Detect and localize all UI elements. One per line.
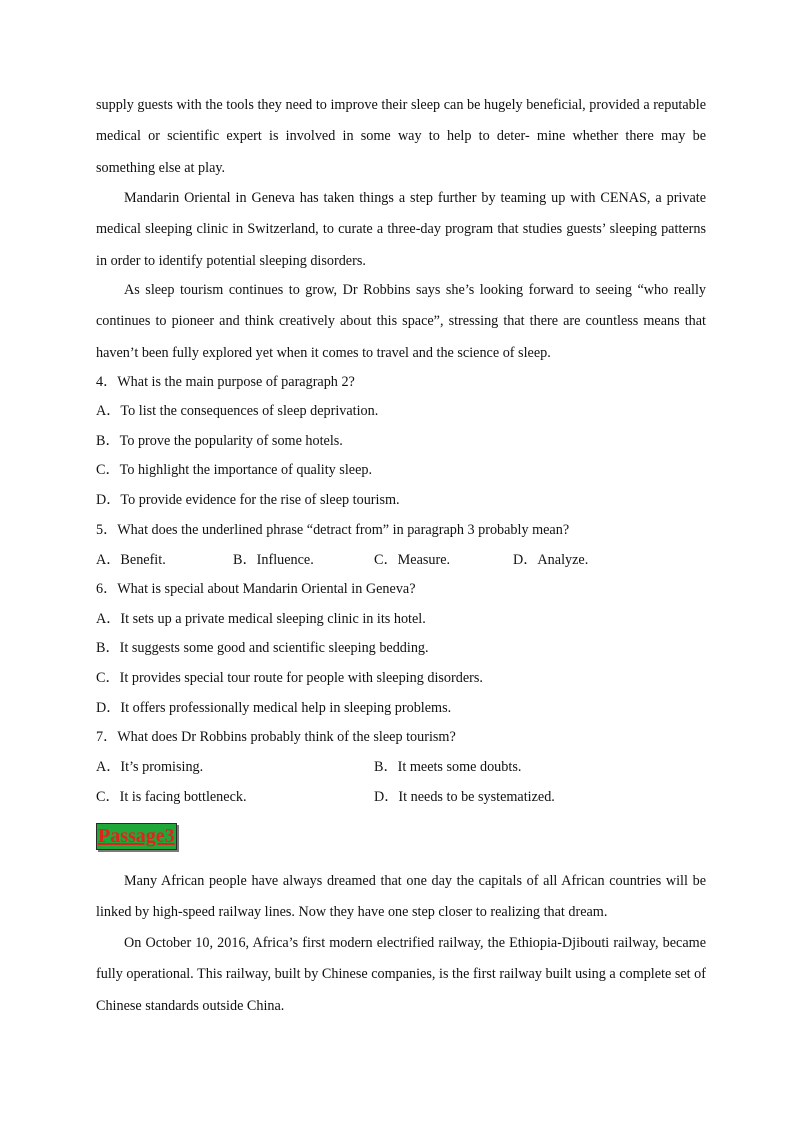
passage3-heading: Passage3	[96, 823, 177, 850]
question-4-option-c[interactable]: C．To highlight the importance of quality sleep.	[96, 462, 373, 478]
question-5-option-a[interactable]: A．Benefit.	[96, 552, 166, 568]
question-7-option-a[interactable]: A．It’s promising.	[96, 759, 204, 775]
question-7-option-d[interactable]: D．It needs to be systematized.	[374, 789, 555, 805]
question-7-option-b[interactable]: B．It meets some doubts.	[374, 759, 522, 775]
passage2-paragraph-mandarin: Mandarin Oriental in Geneva has taken things a step further by teaming up with CENAS, a private medical sleeping clinic in Switzerland, to curate a three-day program that studies guests’ sleeping patterns in order to identify potential sleeping disorders.	[96, 190, 706, 269]
question-6-stem: 6．What is special about Mandarin Oriental in Geneva?	[96, 581, 416, 597]
question-6-option-d[interactable]: D．It offers professionally medical help in sleeping problems.	[96, 700, 452, 716]
question-6-option-a[interactable]: A．It sets up a private medical sleeping clinic in its hotel.	[96, 611, 426, 627]
passage3-paragraph-dream: Many African people have always dreamed that one day the capitals of all African countries will be linked by high-speed railway lines. Now they have one step closer to realizing that dream.	[96, 873, 706, 921]
passage2-paragraph-continued: supply guests with the tools they need to improve their sleep can be hugely beneficial, provided a reputable medical or scientific expert is involved in some way to help to deter- mine whether there may be something else at play.	[96, 97, 706, 176]
question-4-option-a[interactable]: A．To list the consequences of sleep deprivation.	[96, 403, 379, 419]
passage3-paragraph-railway: On October 10, 2016, Africa’s first modern electrified railway, the Ethiopia-Djibouti railway, became fully operational. This railway, built by Chinese companies, is the first railway built using a complete set of Chinese standards outside China.	[96, 935, 706, 1014]
question-7-option-c[interactable]: C．It is facing bottleneck.	[96, 789, 247, 805]
question-6-option-c[interactable]: C．It provides special tour route for people with sleeping disorders.	[96, 670, 483, 686]
question-4-option-d[interactable]: D．To provide evidence for the rise of sleep tourism.	[96, 492, 400, 508]
question-5-option-b[interactable]: B．Influence.	[233, 552, 314, 568]
question-5-option-c[interactable]: C．Measure.	[374, 552, 451, 568]
question-5-stem: 5．What does the underlined phrase “detract from” in paragraph 3 probably mean?	[96, 522, 570, 538]
document-page	[96, 0, 706, 1132]
question-7-stem: 7．What does Dr Robbins probably think of the sleep tourism?	[96, 729, 456, 745]
question-6-option-b[interactable]: B．It suggests some good and scientific sleeping bedding.	[96, 640, 429, 656]
question-5-option-d[interactable]: D．Analyze.	[513, 552, 589, 568]
question-4-option-b[interactable]: B．To prove the popularity of some hotels.	[96, 433, 343, 449]
passage2-paragraph-robbins: As sleep tourism continues to grow, Dr Robbins says she’s looking forward to seeing “who really continues to pioneer and think creatively about this space”, stressing that there are countless means that haven’t been fully explored yet when it comes to travel and the science of sleep.	[96, 282, 706, 361]
question-4-stem: 4．What is the main purpose of paragraph 2?	[96, 374, 355, 390]
